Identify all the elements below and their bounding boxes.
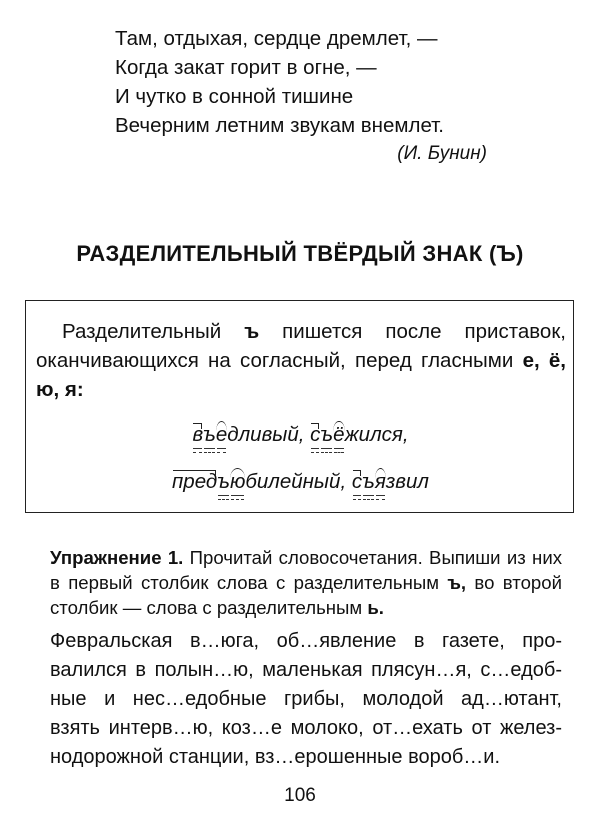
poem-line: Вечерним летним звукам внемлет.: [115, 114, 444, 137]
root-mark: я: [374, 470, 386, 493]
poem-author-name: (И. Бунин): [397, 143, 487, 164]
example-word: [192, 422, 298, 448]
root-mark: ю: [229, 470, 246, 493]
rule-box: [25, 300, 574, 513]
example-word: [172, 469, 340, 495]
root-mark: е: [215, 423, 228, 446]
exercise-line: ные и нес…едобные грибы, молодой ад…ютант,: [50, 688, 562, 710]
separator: ,: [298, 423, 311, 446]
example-line-1: [26, 422, 575, 448]
root-mark: ё: [333, 423, 345, 446]
hard-sign-mark: ъ: [320, 423, 334, 446]
exercise-title: Упражнение 1.: [50, 547, 184, 568]
exercise-line: нодорожной станции, вз…ерошенные вороб…и.: [50, 746, 501, 768]
rule-hard-sign: ъ: [244, 320, 260, 343]
word-rest: звил: [385, 470, 429, 493]
example-word: [310, 422, 403, 448]
poem-line: Когда закат горит в огне, —: [115, 56, 377, 79]
separator: ,: [402, 423, 409, 446]
hard-sign-mark: ъ: [362, 470, 375, 493]
exercise-instruction: [50, 545, 562, 620]
poem-line: Там, отдыхая, сердце дремлет, —: [115, 27, 438, 50]
rule-text-part1: Разделительный: [62, 320, 245, 343]
exercise-line: взять интерв…ю, коз…е молоко, от…ехать от желез-: [50, 717, 562, 739]
section-title: РАЗДЕЛИТЕЛЬНЫЙ ТВЁРДЫЙ ЗНАК (Ъ): [76, 241, 524, 266]
exercise-soft-sign: ь.: [367, 597, 384, 618]
page-number: 106: [284, 785, 316, 806]
exercise-line: Февральская в…юга, об…явление в газете, про-: [50, 630, 562, 652]
word-rest: жился: [344, 423, 403, 446]
poem-block: [115, 24, 487, 168]
exercise-instruction-part1: Прочитай словосочетания. Выпиши из них в первый столбик слова с разделительным: [50, 547, 562, 593]
example-line-2: [26, 469, 575, 495]
hard-sign-mark: ъ: [203, 423, 216, 446]
hard-sign-mark: ъ: [217, 470, 230, 493]
rule-text: [36, 317, 566, 404]
prefix-mark: с: [310, 423, 321, 446]
rule-vowels: е, ё, ю, я:: [36, 349, 567, 401]
prefix-mark: с: [351, 470, 363, 493]
exercise-body: [50, 627, 562, 772]
separator: ,: [340, 470, 352, 493]
exercise-line: валился в полын…ю, маленькая плясун…я, с…едоб-: [50, 659, 562, 681]
example-word: [352, 469, 429, 495]
exercise-instruction-part2: во второй столбик — слова с разделительным: [50, 572, 562, 618]
word-rest: дливый: [227, 423, 299, 446]
prefix-mark: пред: [172, 470, 218, 493]
prefix-mark: в: [192, 423, 204, 446]
exercise-hard-sign: ъ,: [447, 572, 467, 593]
poem-author: [115, 140, 487, 168]
word-rest: билейный: [245, 470, 341, 493]
rule-text-part2: пишется после приставок, оканчивающихся на согласный, перед гласными: [36, 320, 566, 372]
poem-line: И чутко в сонной тишине: [115, 85, 354, 108]
